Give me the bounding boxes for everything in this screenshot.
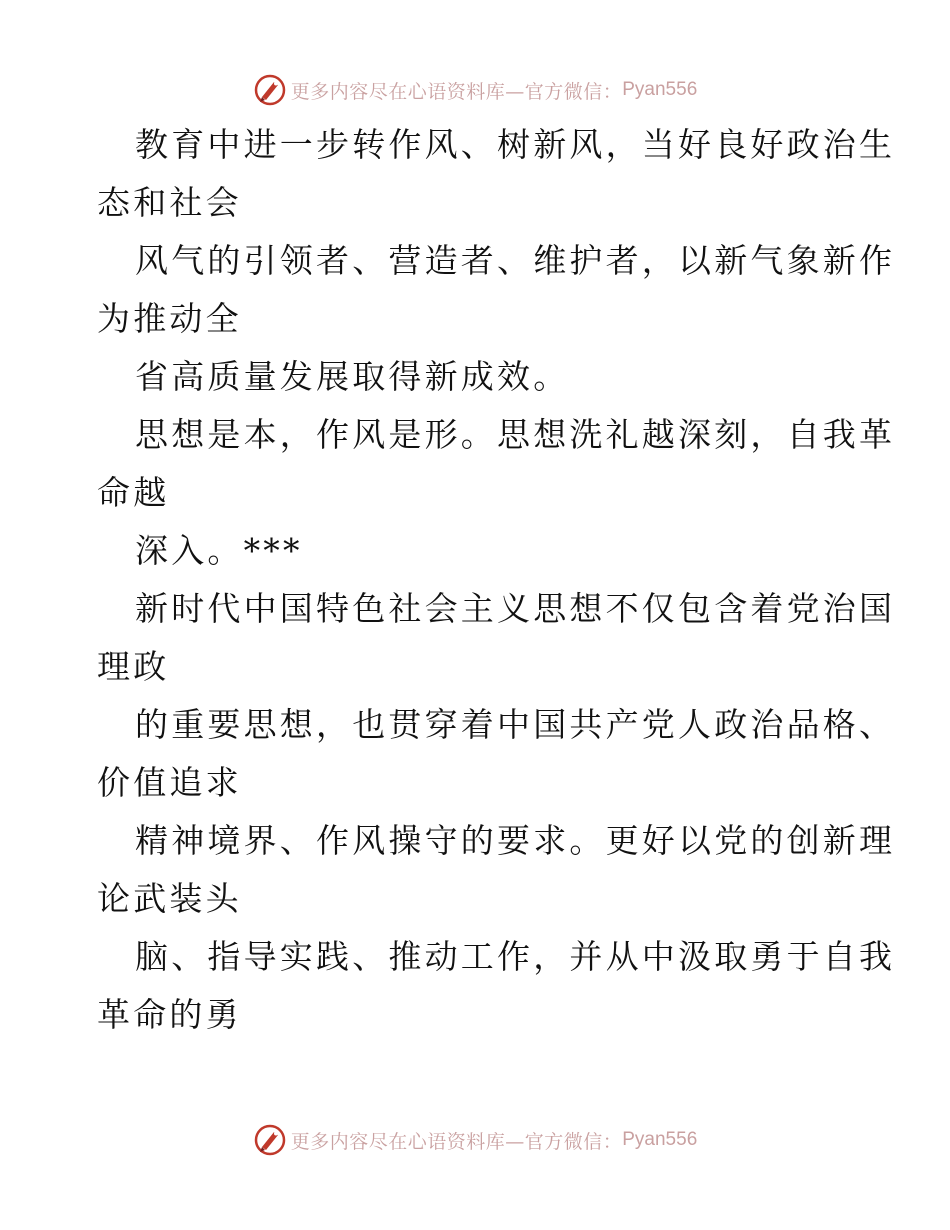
- header-banner: [0, 70, 950, 110]
- document-body: [97, 116, 896, 1044]
- text-line: 革命的勇: [97, 995, 242, 1034]
- text-line: 思想是本，作风是形。思想洗礼越深刻，自我革: [135, 415, 896, 454]
- text-line: 理政: [97, 647, 170, 686]
- pen-logo-icon: [253, 1123, 287, 1157]
- text-line: 脑、指导实践、推动工作，并从中汲取勇于自我: [135, 937, 896, 976]
- text-line: 精神境界、作风操守的要求。更好以党的创新理: [135, 821, 896, 860]
- text-line: 风气的引领者、营造者、维护者，以新气象新作: [135, 241, 896, 280]
- text-line: 深入。***: [135, 531, 303, 570]
- banner-handle: Pyan556: [622, 79, 698, 100]
- text-line: 省高质量发展取得新成效。: [135, 357, 570, 396]
- text-line: 命越: [97, 473, 170, 512]
- text-line: 为推动全: [97, 299, 242, 338]
- text-line: 论武装头: [97, 879, 242, 918]
- banner-text: 更多内容尽在心语资料库—官方微信：: [290, 80, 623, 103]
- text-line: 态和社会: [97, 183, 242, 222]
- text-line: 价值追求: [97, 763, 242, 802]
- footer-banner: [0, 1120, 950, 1160]
- banner-handle: Pyan556: [622, 1129, 698, 1150]
- banner-text: 更多内容尽在心语资料库—官方微信：: [290, 1130, 623, 1153]
- text-line: 教育中进一步转作风、树新风，当好良好政治生: [135, 125, 896, 164]
- text-line: 的重要思想，也贯穿着中国共产党人政治品格、: [135, 705, 896, 744]
- text-line: 新时代中国特色社会主义思想不仅包含着党治国: [135, 589, 896, 628]
- pen-logo-icon: [253, 73, 287, 107]
